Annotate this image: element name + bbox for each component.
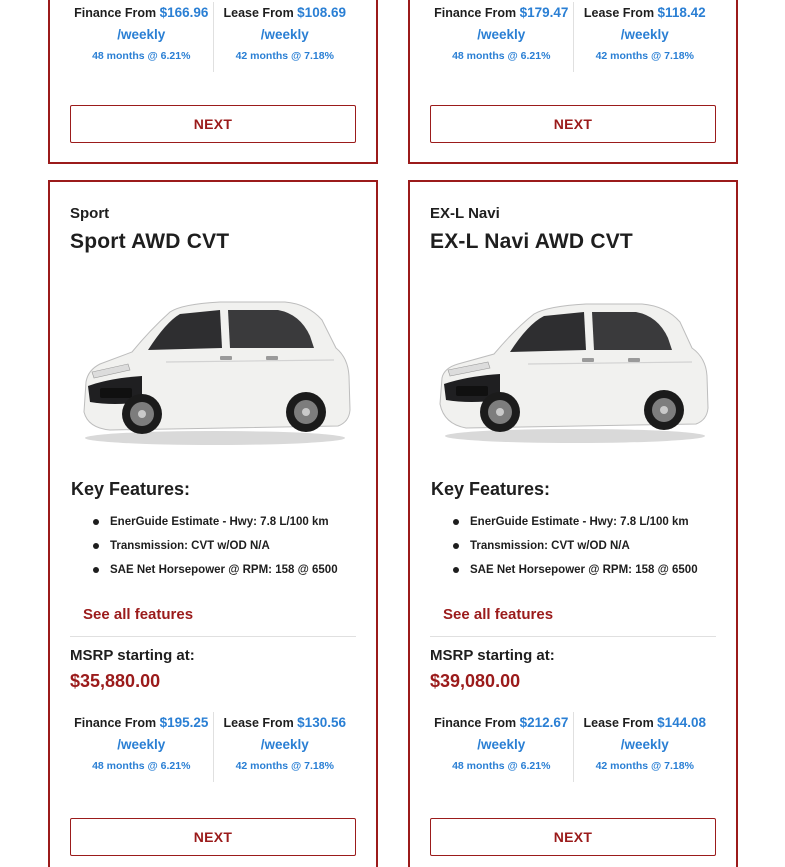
finance-amount: $195.25 [159, 715, 209, 730]
key-features-list [70, 510, 360, 582]
feature-item: EnerGuide Estimate - Hwy: 7.8 L/100 km [430, 510, 720, 534]
finance-amount: $212.67 [519, 715, 569, 730]
feature-item: SAE Net Horsepower @ RPM: 158 @ 6500 [70, 558, 360, 582]
payment-options [430, 2, 716, 72]
msrp-price: $39,080.00 [430, 671, 521, 691]
finance-period: /weekly [117, 737, 166, 752]
key-features-title: Key Features: [71, 479, 191, 499]
next-button[interactable]: NEXT [70, 105, 356, 143]
vehicle-card [408, 0, 738, 164]
finance-terms: 48 months @ 6.21% [92, 760, 191, 772]
feature-item: EnerGuide Estimate - Hwy: 7.8 L/100 km [70, 510, 360, 534]
feature-item: SAE Net Horsepower @ RPM: 158 @ 6500 [430, 558, 720, 582]
vehicle-card-sport [48, 180, 378, 867]
next-button[interactable]: NEXT [430, 105, 716, 143]
finance-terms: 48 months @ 6.21% [452, 760, 551, 772]
lease-option[interactable] [574, 712, 717, 782]
feature-item: Transmission: CVT w/OD N/A [430, 534, 720, 558]
divider [430, 636, 716, 637]
lease-terms: 42 months @ 7.18% [595, 760, 694, 772]
next-button[interactable]: NEXT [70, 818, 356, 856]
msrp-price: $35,880.00 [70, 671, 161, 691]
finance-label: Finance From [74, 6, 157, 20]
lease-option[interactable] [574, 2, 717, 72]
finance-option[interactable] [430, 2, 574, 72]
vehicle-card [48, 0, 378, 164]
trim-name: EX-L Navi [430, 205, 500, 222]
lease-amount: $130.56 [297, 715, 346, 730]
lease-option[interactable] [214, 2, 357, 72]
finance-terms: 48 months @ 6.21% [92, 50, 191, 62]
finance-period: /weekly [117, 27, 166, 42]
see-all-features-link[interactable]: See all features [83, 606, 194, 623]
key-features-list [430, 510, 720, 582]
finance-terms: 48 months @ 6.21% [452, 50, 551, 62]
vehicle-card-ex-l-navi [408, 180, 738, 867]
lease-terms: 42 months @ 7.18% [595, 50, 694, 62]
lease-label: Lease From [223, 6, 294, 20]
vehicle-image[interactable] [430, 290, 716, 450]
finance-option[interactable] [70, 2, 214, 72]
lease-label: Lease From [583, 716, 654, 730]
msrp-label: MSRP starting at: [430, 647, 555, 664]
finance-amount: $179.47 [519, 5, 569, 20]
finance-label: Finance From [434, 6, 517, 20]
payment-options [70, 712, 356, 782]
vehicle-image[interactable] [70, 290, 356, 450]
finance-period: /weekly [477, 27, 526, 42]
lease-amount: $144.08 [657, 715, 706, 730]
lease-amount: $118.42 [657, 5, 706, 20]
trim-name: Sport [70, 205, 110, 222]
finance-option[interactable] [70, 712, 214, 782]
finance-label: Finance From [434, 716, 517, 730]
payment-options [430, 712, 716, 782]
see-all-features-link[interactable]: See all features [443, 606, 554, 623]
lease-period: /weekly [260, 27, 309, 42]
lease-amount: $108.69 [297, 5, 346, 20]
model-title: EX-L Navi AWD CVT [430, 230, 633, 253]
finance-amount: $166.96 [159, 5, 209, 20]
lease-label: Lease From [223, 716, 294, 730]
lease-period: /weekly [260, 737, 309, 752]
lease-terms: 42 months @ 7.18% [235, 50, 334, 62]
key-features-title: Key Features: [431, 479, 551, 499]
lease-period: /weekly [620, 27, 669, 42]
lease-terms: 42 months @ 7.18% [235, 760, 334, 772]
finance-option[interactable] [430, 712, 574, 782]
finance-period: /weekly [477, 737, 526, 752]
next-button[interactable]: NEXT [430, 818, 716, 856]
lease-period: /weekly [620, 737, 669, 752]
lease-option[interactable] [214, 712, 357, 782]
msrp-label: MSRP starting at: [70, 647, 195, 664]
finance-label: Finance From [74, 716, 157, 730]
divider [70, 636, 356, 637]
payment-options [70, 2, 356, 72]
model-title: Sport AWD CVT [70, 230, 230, 253]
lease-label: Lease From [583, 6, 655, 20]
feature-item: Transmission: CVT w/OD N/A [70, 534, 360, 558]
